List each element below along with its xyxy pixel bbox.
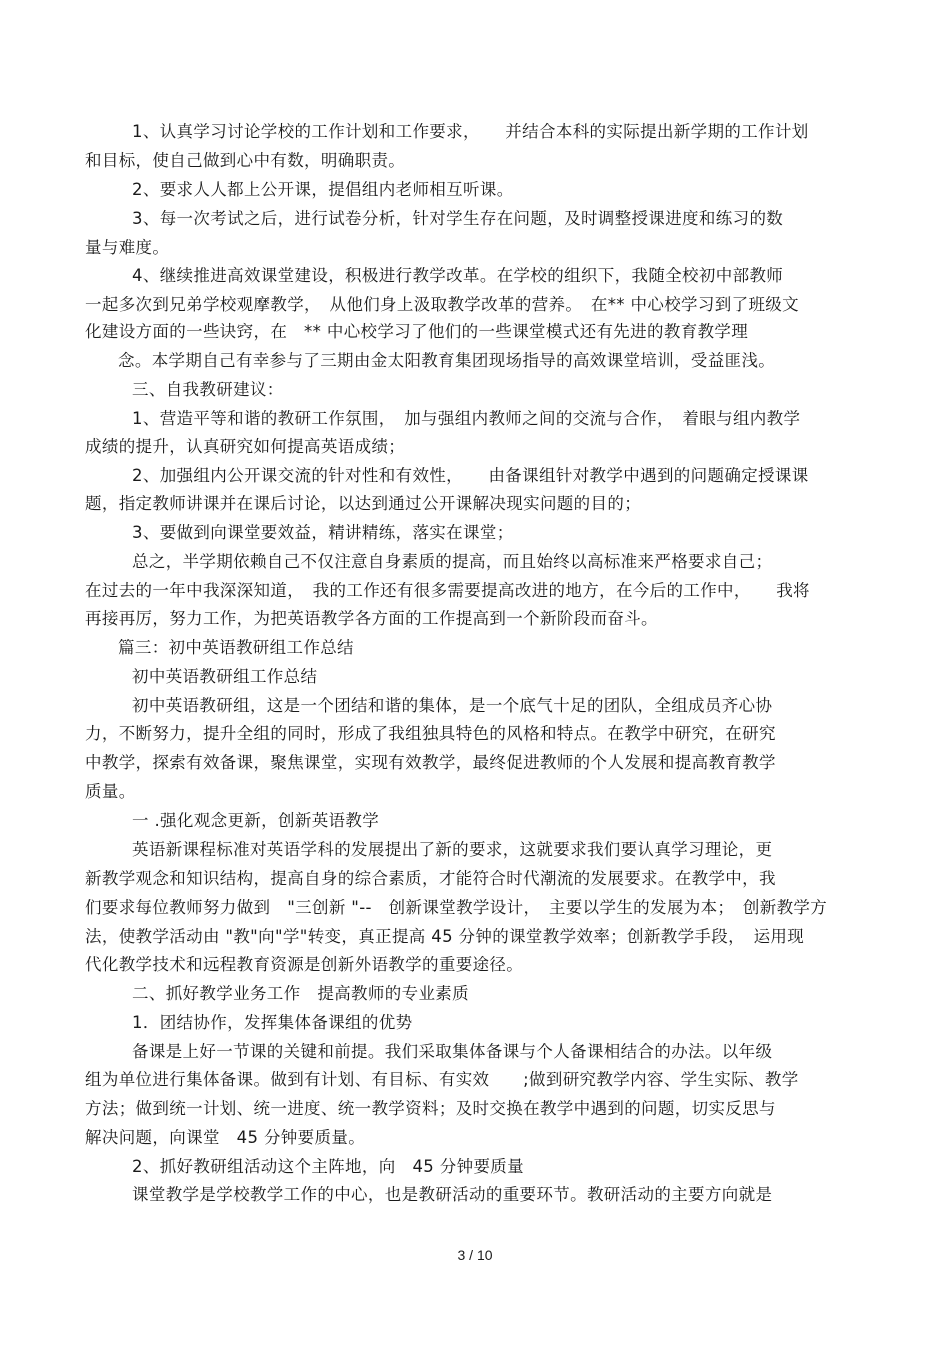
document-title: 初中英语教研组工作总结 bbox=[132, 667, 318, 686]
text-line: 英语新课程标准对英语学科的发展提出了新的要求，这就要求我们要认真学习理论，更 bbox=[132, 840, 773, 859]
text-line: 题，指定教师讲课并在课后讨论，以达到通过公开课解决现实问题的目的； bbox=[85, 494, 642, 513]
text-line: 1、营造平等和谐的教研工作氛围， 加与强组内教师之间的交流与合作， 着眼与组内教学 bbox=[132, 409, 801, 428]
text-line: 1、认真学习讨论学校的工作计划和工作要求， 并结合本科的实际提出新学期的工作计划 bbox=[132, 122, 809, 141]
subsection-heading: 1．团结协作，发挥集体备课组的优势 bbox=[132, 1013, 413, 1032]
text-line: 力，不断努力，提升全组的同时，形成了我组独具特色的风格和特点。在教学中研究，在研究 bbox=[85, 724, 776, 743]
text-line: 3、每一次考试之后，进行试卷分析，针对学生存在问题，及时调整授课进度和练习的数 bbox=[132, 209, 784, 228]
text-line: 解决问题，向课堂 45 分钟要质量。 bbox=[85, 1128, 366, 1147]
text-line: 方法；做到统一计划、统一进度、统一教学资料；及时交换在教学中遇到的问题，切实反思与 bbox=[85, 1099, 776, 1118]
text-line: 新教学观念和知识结构，提高自身的综合素质，才能符合时代潮流的发展要求。在教学中，我 bbox=[85, 869, 776, 888]
section-heading: 三、自我教研建议： bbox=[132, 380, 284, 399]
text-line: 质量。 bbox=[85, 782, 136, 801]
text-line: 3、要做到向课堂要效益，精讲精练，落实在课堂； bbox=[132, 523, 514, 542]
text-line: 成绩的提升，认真研究如何提高英语成绩； bbox=[85, 437, 406, 456]
section-heading: 一 .强化观念更新，创新英语教学 bbox=[132, 811, 380, 830]
text-line: 化建设方面的一些诀窍，在 ** 中心校学习了他们的一些课堂模式还有先进的教育教学理 bbox=[85, 322, 749, 341]
text-line: 备课是上好一节课的关键和前提。我们采取集体备课与个人备课相结合的办法。以年级 bbox=[132, 1042, 773, 1061]
section-heading: 二、抓好教学业务工作 提高教师的专业素质 bbox=[132, 984, 469, 1003]
text-line: 课堂教学是学校教学工作的中心，也是教研活动的重要环节。教研活动的主要方向就是 bbox=[132, 1185, 773, 1204]
text-line: 组为单位进行集体备课。做到有计划、有目标、有实效 ;做到研究教学内容、学生实际、教学 bbox=[85, 1070, 799, 1089]
text-line: 4、继续推进高效课堂建设，积极进行教学改革。在学校的组织下，我随全校初中部教师 bbox=[132, 266, 784, 285]
text-line: 代化教学技术和远程教育资源是创新外语教学的重要途径。 bbox=[85, 955, 524, 974]
text-line: 2、加强组内公开课交流的针对性和有效性， 由备课组针对教学中遇到的问题确定授课课 bbox=[132, 466, 809, 485]
subsection-heading: 2、抓好教研组活动这个主阵地，向 45 分钟要质量 bbox=[132, 1157, 524, 1176]
text-line: 量与难度。 bbox=[85, 238, 170, 257]
page-number: 3 / 10 bbox=[457, 1247, 493, 1263]
text-line: 总之，半学期依赖自己不仅注意自身素质的提高，而且始终以高标准来严格要求自己； bbox=[132, 552, 773, 571]
text-line: 和目标，使自己做到心中有数，明确职责。 bbox=[85, 151, 406, 170]
text-line: 在过去的一年中我深深知道， 我的工作还有很多需要提高改进的地方，在今后的工作中， 我将 bbox=[85, 581, 810, 600]
text-line: 法，使教学活动由 "教"向"学"转变，真正提高 45 分钟的课堂教学效率；创新教学手段， 运用现 bbox=[85, 927, 805, 946]
text-line: 念。本学期自己有幸参与了三期由金太阳教育集团现场指导的高效课堂培训，受益匪浅。 bbox=[118, 351, 776, 370]
text-line: 初中英语教研组，这是一个团结和谐的集体，是一个底气十足的团队，全组成员齐心协 bbox=[132, 696, 773, 715]
text-line: 们要求每位教师努力做到 "三创新 "-- 创新课堂教学设计， 主要以学生的发展为本； 创新教学方 bbox=[85, 898, 828, 917]
text-line: 再接再厉，努力工作，为把英语教学各方面的工作提高到一个新阶段而奋斗。 bbox=[85, 609, 658, 628]
text-line: 一起多次到兄弟学校观摩教学， 从他们身上汲取教学改革的营养。 在** 中心校学习到了班级文 bbox=[85, 295, 799, 314]
text-line: 中教学，探索有效备课，聚焦课堂，实现有效教学，最终促进教师的个人发展和提高教育教学 bbox=[85, 753, 776, 772]
text-line: 2、要求人人都上公开课，提倡组内老师相互听课。 bbox=[132, 180, 514, 199]
section-heading: 篇三：初中英语教研组工作总结 bbox=[118, 638, 354, 657]
